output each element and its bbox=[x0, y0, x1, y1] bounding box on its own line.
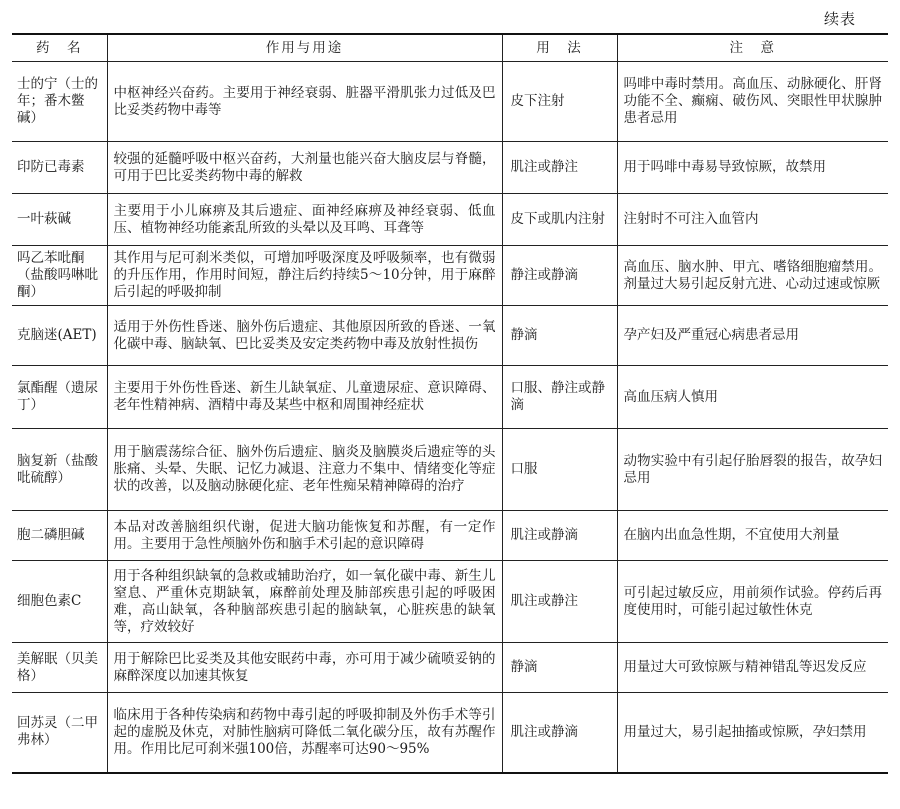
notes-cell: 孕产妇及严重冠心病患者忌用 bbox=[617, 306, 888, 366]
header-drug-name: 药 名 bbox=[12, 34, 107, 62]
usage-cell: 肌注或静注 bbox=[502, 561, 617, 643]
drug-name-cell: 美解眠（贝美格） bbox=[12, 643, 107, 693]
notes-cell: 可引起过敏反应，用前须作试验。停药后再度使用时，可能引起过敏性休克 bbox=[617, 561, 888, 643]
drug-name-cell: 一叶萩碱 bbox=[12, 194, 107, 246]
notes-cell: 吗啡中毒时禁用。高血压、动脉硬化、肝肾功能不全、癫痫、破伤风、突眼性甲状腺肿患者忌用 bbox=[617, 62, 888, 142]
notes-cell: 高血压、脑水肿、甲亢、嗜铬细胞瘤禁用。剂量过大易引起反射亢进、心动过速或惊厥 bbox=[617, 246, 888, 306]
action-use-cell: 主要用于外伤性昏迷、新生儿缺氧症、儿童遗尿症、意识障碍、老年性精神病、酒精中毒及某些中枢和周围神经症状 bbox=[107, 366, 502, 429]
table-row bbox=[12, 306, 888, 366]
drug-name-cell: 氯酯醒（遗尿丁） bbox=[12, 366, 107, 429]
header-action-and-use: 作用与用途 bbox=[107, 34, 502, 62]
table-row bbox=[12, 62, 888, 142]
usage-cell: 静滴 bbox=[502, 306, 617, 366]
usage-cell: 肌注或静注 bbox=[502, 142, 617, 194]
drug-name-cell: 印防已毒素 bbox=[12, 142, 107, 194]
table-header-row bbox=[12, 34, 888, 62]
action-use-cell: 用于脑震荡综合征、脑外伤后遗症、脑炎及脑膜炎后遗症等的头胀痛、头晕、失眠、记忆力减退、注意力不集中、情绪变化等症状的改善，以及脑动脉硬化症、老年性痴呆精神障碍的治疗 bbox=[107, 429, 502, 511]
notes-cell: 用量过大可致惊厥与精神错乱等迟发反应 bbox=[617, 643, 888, 693]
table-row bbox=[12, 142, 888, 194]
drug-name-cell: 胞二磷胆碱 bbox=[12, 511, 107, 561]
usage-cell: 静注或静滴 bbox=[502, 246, 617, 306]
drug-name-cell: 回苏灵（二甲弗林） bbox=[12, 693, 107, 773]
table-row bbox=[12, 511, 888, 561]
action-use-cell: 临床用于各种传染病和药物中毒引起的呼吸抑制及外伤手术等引起的虚脱及休克，对肺性脑病可降低二氧化碳分压，故有苏醒作用。作用比尼可刹米强100倍，苏醒率可达90～95% bbox=[107, 693, 502, 773]
action-use-cell: 其作用与尼可刹米类似，可增加呼吸深度及呼吸频率，也有微弱的升压作用，作用时间短，静注后约持续5～10分钟，用于麻醉后引起的呼吸抑制 bbox=[107, 246, 502, 306]
table-row bbox=[12, 194, 888, 246]
usage-cell: 皮下注射 bbox=[502, 62, 617, 142]
notes-cell: 用量过大，易引起抽搐或惊厥，孕妇禁用 bbox=[617, 693, 888, 773]
notes-cell: 高血压病人慎用 bbox=[617, 366, 888, 429]
usage-cell: 口服 bbox=[502, 429, 617, 511]
notes-cell: 用于吗啡中毒易导致惊厥，故禁用 bbox=[617, 142, 888, 194]
usage-cell: 皮下或肌内注射 bbox=[502, 194, 617, 246]
table-row bbox=[12, 366, 888, 429]
drug-name-cell: 士的宁（士的年；番木鳖碱） bbox=[12, 62, 107, 142]
action-use-cell: 用于解除巴比妥类及其他安眠药中毒，亦可用于减少硫喷妥钠的麻醉深度以加速其恢复 bbox=[107, 643, 502, 693]
usage-cell: 肌注或静滴 bbox=[502, 511, 617, 561]
notes-cell: 在脑内出血急性期，不宜使用大剂量 bbox=[617, 511, 888, 561]
notes-cell: 注射时不可注入血管内 bbox=[617, 194, 888, 246]
drug-name-cell: 脑复新（盐酸吡硫醇） bbox=[12, 429, 107, 511]
drug-name-cell: 细胞色素C bbox=[12, 561, 107, 643]
action-use-cell: 用于各种组织缺氧的急救或辅助治疗，如一氧化碳中毒、新生儿窒息、严重休克期缺氧，麻醉前处理及肺部疾患引起的呼吸困难，高山缺氧，各种脑部疾患引起的脑缺氧，心脏疾患的缺氧等，疗效较好 bbox=[107, 561, 502, 643]
usage-cell: 静滴 bbox=[502, 643, 617, 693]
action-use-cell: 主要用于小儿麻痹及其后遗症、面神经麻痹及神经衰弱、低血压、植物神经功能紊乱所致的头晕以及耳鸣、耳聋等 bbox=[107, 194, 502, 246]
notes-cell: 动物实验中有引起仔胎唇裂的报告，故孕妇忌用 bbox=[617, 429, 888, 511]
header-notes: 注 意 bbox=[617, 34, 888, 62]
action-use-cell: 本品对改善脑组织代谢，促进大脑功能恢复和苏醒，有一定作用。主要用于急性颅脑外伤和脑手术引起的意识障碍 bbox=[107, 511, 502, 561]
action-use-cell: 适用于外伤性昏迷、脑外伤后遗症、其他原因所致的昏迷、一氧化碳中毒、脑缺氧、巴比妥类及安定类药物中毒及放射性损伤 bbox=[107, 306, 502, 366]
drug-table bbox=[12, 33, 888, 774]
usage-cell: 肌注或静滴 bbox=[502, 693, 617, 773]
action-use-cell: 中枢神经兴奋药。主要用于神经衰弱、脏器平滑肌张力过低及巴比妥类药物中毒等 bbox=[107, 62, 502, 142]
drug-name-cell: 吗乙苯吡酮（盐酸吗啉吡酮） bbox=[12, 246, 107, 306]
table-row bbox=[12, 643, 888, 693]
table-row bbox=[12, 561, 888, 643]
table-row bbox=[12, 429, 888, 511]
continued-label: 续表 bbox=[823, 10, 856, 28]
table-row bbox=[12, 246, 888, 306]
table-row bbox=[12, 693, 888, 773]
drug-name-cell: 克脑迷(AET) bbox=[12, 306, 107, 366]
usage-cell: 口服、静注或静滴 bbox=[502, 366, 617, 429]
header-usage: 用 法 bbox=[502, 34, 617, 62]
action-use-cell: 较强的延髓呼吸中枢兴奋药，大剂量也能兴奋大脑皮层与脊髓，可用于巴比妥类药物中毒的解救 bbox=[107, 142, 502, 194]
